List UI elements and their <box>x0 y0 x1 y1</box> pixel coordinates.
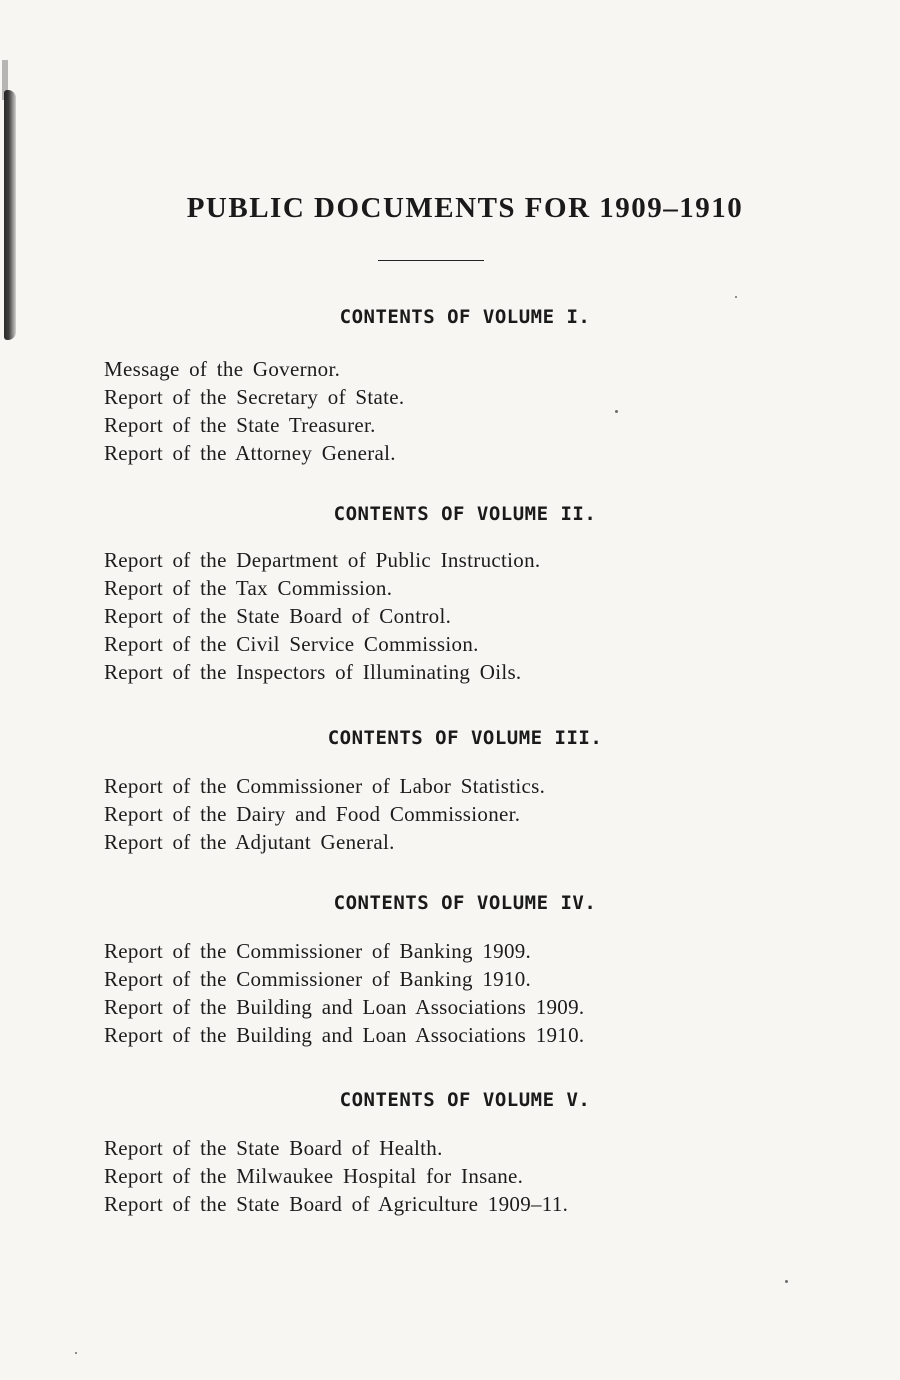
list-item: Report of the State Board of Agriculture 1909–11. <box>104 1192 569 1216</box>
volume-3-heading: CONTENTS OF VOLUME III. <box>327 727 603 749</box>
list-item: Report of the State Board of Control. <box>104 604 452 628</box>
volume-5-section <box>0 1086 900 1218</box>
list-item: Report of the Building and Loan Associations 1910. <box>104 1023 585 1047</box>
paper-speck <box>735 296 737 298</box>
volume-2-list <box>0 546 900 686</box>
paper-speck <box>785 1280 788 1283</box>
volume-2-heading: CONTENTS OF VOLUME II. <box>333 503 597 525</box>
list-item: Report of the State Treasurer. <box>104 413 376 437</box>
volume-4-heading: CONTENTS OF VOLUME IV. <box>333 892 597 914</box>
volume-1-heading: CONTENTS OF VOLUME I. <box>339 306 591 328</box>
volume-4-section <box>0 889 900 1049</box>
volume-1-section <box>0 303 900 467</box>
volume-3-list <box>0 772 900 856</box>
list-item: Report of the Dairy and Food Commissioner. <box>104 802 521 826</box>
list-item: Report of the Attorney General. <box>104 441 396 465</box>
list-item: Report of the Milwaukee Hospital for Insane. <box>104 1164 524 1188</box>
list-item: Report of the Commissioner of Labor Statistics. <box>104 774 546 798</box>
list-item: Report of the Secretary of State. <box>104 385 405 409</box>
list-item: Report of the Adjutant General. <box>104 830 395 854</box>
list-item: Report of the Commissioner of Banking 1910. <box>104 967 532 991</box>
list-item: Report of the Commissioner of Banking 1909. <box>104 939 532 963</box>
paper-speck <box>75 1352 77 1354</box>
list-item: Report of the Inspectors of Illuminating Oils. <box>104 660 522 684</box>
list-item: Report of the Civil Service Commission. <box>104 632 479 656</box>
paper-speck <box>615 410 618 413</box>
list-item: Report of the State Board of Health. <box>104 1136 443 1160</box>
volume-5-heading: CONTENTS OF VOLUME V. <box>339 1089 591 1111</box>
page-title: PUBLIC DOCUMENTS FOR 1909–1910 <box>186 192 744 225</box>
list-item: Report of the Department of Public Instruction. <box>104 548 541 572</box>
volume-3-section <box>0 724 900 856</box>
volume-1-list <box>0 355 900 467</box>
list-item: Report of the Tax Commission. <box>104 576 393 600</box>
list-item: Report of the Building and Loan Associations 1909. <box>104 995 585 1019</box>
volume-4-list <box>0 937 900 1049</box>
title-divider <box>378 260 484 261</box>
list-item: Message of the Governor. <box>104 357 341 381</box>
volume-2-section <box>0 500 900 686</box>
volume-5-list <box>0 1134 900 1218</box>
